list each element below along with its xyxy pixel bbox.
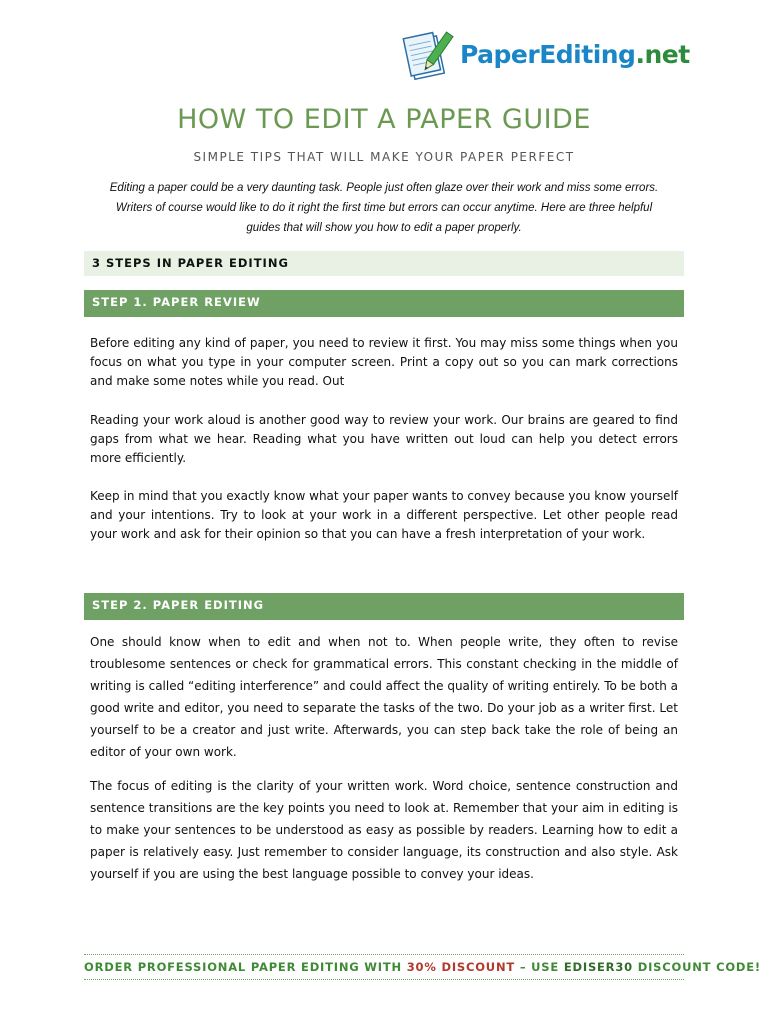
intro-line: guides that will show you how to edit a paper properly. [246, 222, 522, 234]
page-title: HOW TO EDIT A PAPER GUIDE [177, 104, 591, 135]
logo-text-main: PaperEditing [460, 39, 636, 69]
discount-amount: 30% DISCOUNT [406, 960, 516, 974]
logo-text-suffix: .net [635, 39, 690, 69]
step-1-heading: STEP 1. PAPER REVIEW [84, 290, 684, 317]
step-1-paragraph: Before editing any kind of paper, you need to review it first. You may miss some things when you focus on what you type in your computer screen. Print a copy out so you can mark corrections and make some notes while you read. Out [90, 336, 678, 388]
step-2-paragraph: One should know when to edit and when not to. When people write, they often to revise troublesome sentences or check for grammatical errors. This constant checking in the middle of writing is called “editing interference” and could affect the quality of writing entirely. To be both a good write and editor, you need to separate the tasks of the two. Do your job as a writer first. Let yourself to be a creator and just write. Afterwards, you can step back take the role of being an editor of your own work. [90, 635, 678, 759]
site-logo[interactable] [400, 24, 710, 84]
banner-text: ORDER PROFESSIONAL PAPER EDITING WITH [84, 960, 407, 974]
intro-paragraph [92, 178, 676, 238]
banner-text: DISCOUNT CODE! [632, 960, 761, 974]
intro-line: Editing a paper could be a very daunting task. People just often glaze over their work and miss some errors. [109, 182, 659, 194]
discount-code: EDISER30 [563, 960, 633, 974]
paper-pencil-icon [400, 26, 456, 82]
intro-line: Writers of course would like to do it right the first time but errors can occur anytime. Here are three helpful [115, 202, 653, 214]
banner-text: – USE [515, 960, 564, 974]
step-1-paragraph: Keep in mind that you exactly know what your paper wants to convey because you know yourself and your intentions. Try to look at your work in a different perspective. Let other people read your work and ask for their opinion so that you can have a fresh interpretation of your work. [90, 489, 678, 541]
step-2-heading: STEP 2. PAPER EDITING [84, 593, 684, 620]
discount-banner[interactable] [84, 954, 761, 980]
page-subtitle: SIMPLE TIPS THAT WILL MAKE YOUR PAPER PERFECT [193, 150, 575, 164]
step-2-paragraph: The focus of editing is the clarity of your written work. Word choice, sentence construction and sentence transitions are the key points you need to look at. Remember that your aim in editing is to make your sentences to be understood as easy as possible by readers. Learning how to edit a paper is relatively easy. Just remember to consider language, its construction and also style. Ask yourself if you are using the best language possible to convey your ideas. [90, 779, 678, 881]
step-1-paragraph: Reading your work aloud is another good way to review your work. Our brains are geared to find gaps from what we hear. Reading what you have written out loud can help you detect errors more efficiently. [90, 413, 678, 465]
steps-heading: 3 STEPS IN PAPER EDITING [84, 251, 684, 276]
